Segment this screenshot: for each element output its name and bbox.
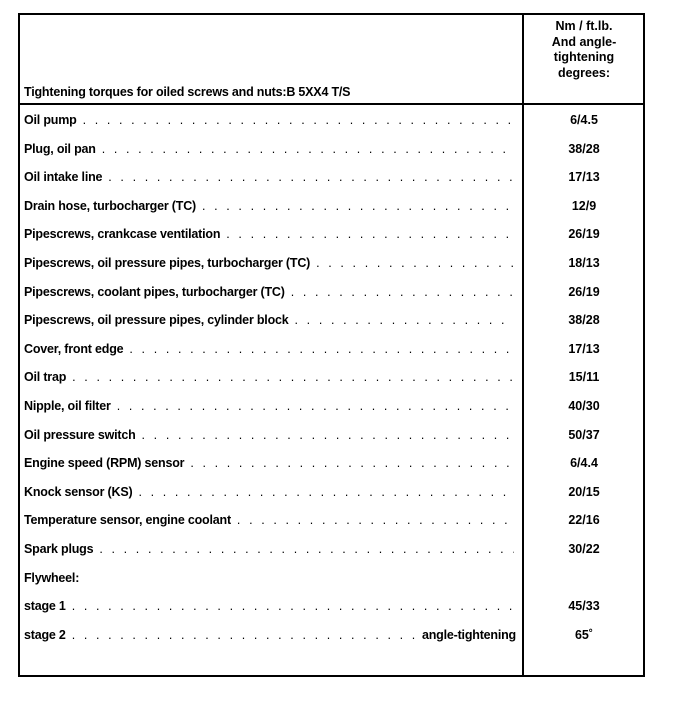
row-value: 12/9 xyxy=(571,198,597,213)
leader-dots xyxy=(202,199,514,213)
leader-dots xyxy=(316,256,514,270)
row-label: Plug, oil pan xyxy=(24,141,96,156)
row-value: 17/13 xyxy=(568,341,600,356)
table-row xyxy=(24,313,520,331)
table-row xyxy=(24,370,520,388)
row-label: Knock sensor (KS) xyxy=(24,484,133,499)
row-label: Pipescrews, coolant pipes, turbocharger (TC) xyxy=(24,284,285,299)
header-divider xyxy=(18,103,645,105)
table-row xyxy=(24,428,520,446)
row-label: Flywheel: xyxy=(24,570,80,585)
value-heading-line: Nm / ft.lb. xyxy=(555,19,613,33)
table-title: Tightening torques for oiled screws and nuts:B 5XX4 T/S xyxy=(24,85,351,99)
value-heading-line: degrees: xyxy=(557,65,611,80)
leader-dots xyxy=(99,542,514,556)
value-heading-line: tightening xyxy=(553,50,615,64)
row-value: 38/28 xyxy=(568,313,600,328)
table-row xyxy=(24,227,520,245)
row-value: 6/4.5 xyxy=(570,113,598,127)
row-label: Oil pressure switch xyxy=(24,427,136,442)
row-label: Oil trap xyxy=(24,370,67,385)
value-heading-line: And angle- xyxy=(551,34,617,49)
row-label: stage 1 xyxy=(24,599,66,614)
row-label: Engine speed (RPM) sensor xyxy=(24,456,185,471)
column-divider xyxy=(522,13,524,677)
row-value: 17/13 xyxy=(568,170,600,185)
row-value: 30/22 xyxy=(568,542,600,556)
row-note: angle-tightening xyxy=(421,627,516,642)
leader-dots xyxy=(108,170,514,184)
row-value: 20/15 xyxy=(568,484,600,499)
leader-dots xyxy=(295,313,514,327)
table-row xyxy=(24,170,520,188)
row-value: 65˚ xyxy=(574,627,594,642)
leader-dots xyxy=(226,227,514,241)
row-value: 45/33 xyxy=(568,599,600,614)
value-column-heading xyxy=(526,19,642,81)
row-value: 50/37 xyxy=(568,427,600,442)
row-value: 26/19 xyxy=(568,227,600,242)
table-row xyxy=(24,571,520,589)
table-row xyxy=(24,256,520,274)
leader-dots xyxy=(72,370,514,384)
row-value: 15/11 xyxy=(568,370,600,385)
table-row xyxy=(24,199,520,217)
leader-dots xyxy=(102,142,514,156)
table-row xyxy=(24,142,520,160)
row-value: 38/28 xyxy=(568,141,600,156)
leader-dots xyxy=(83,113,514,127)
table-row xyxy=(24,599,520,617)
table-row xyxy=(24,542,520,560)
table-row xyxy=(24,342,520,360)
table-row xyxy=(24,113,520,131)
leader-dots xyxy=(138,485,514,499)
row-value: 18/13 xyxy=(568,256,600,270)
row-label: Pipescrews, oil pressure pipes, cylinder block xyxy=(24,313,289,328)
row-label: Oil pump xyxy=(24,113,77,127)
leader-dots xyxy=(142,428,514,442)
row-label: Spark plugs xyxy=(24,542,94,556)
row-value: 26/19 xyxy=(568,284,600,299)
leader-dots xyxy=(291,285,514,299)
row-label: Pipescrews, crankcase ventilation xyxy=(24,227,221,242)
table-row xyxy=(24,399,520,417)
row-value: 40/30 xyxy=(568,399,600,413)
row-label: Oil intake line xyxy=(24,170,103,185)
table-row xyxy=(24,456,520,474)
row-label: Drain hose, turbocharger (TC) xyxy=(24,198,196,213)
row-label: Cover, front edge xyxy=(24,341,124,356)
row-label: Nipple, oil filter xyxy=(24,399,111,413)
row-value: 22/16 xyxy=(568,513,600,528)
leader-dots xyxy=(72,599,514,613)
table-row xyxy=(24,628,520,646)
row-value: 6/4.4 xyxy=(570,456,598,471)
table-row xyxy=(24,513,520,531)
leader-dots xyxy=(129,342,514,356)
leader-dots xyxy=(237,513,514,527)
leader-dots xyxy=(117,399,514,413)
table-row xyxy=(24,285,520,303)
leader-dots xyxy=(190,456,514,470)
row-label: Pipescrews, oil pressure pipes, turbocharger (TC) xyxy=(24,256,311,270)
table-row xyxy=(24,485,520,503)
row-label: Temperature sensor, engine coolant xyxy=(24,513,231,528)
leader-dots xyxy=(72,628,416,642)
row-label: stage 2 xyxy=(24,627,66,642)
